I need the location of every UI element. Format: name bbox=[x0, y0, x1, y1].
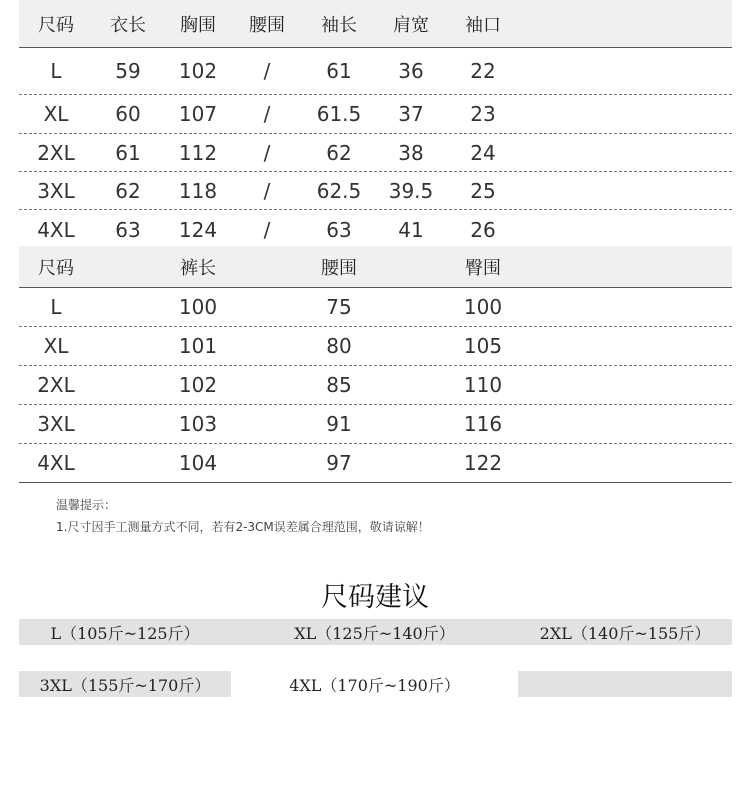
table-row bbox=[19, 444, 732, 483]
table-row bbox=[19, 95, 732, 134]
table-cell: 25 bbox=[470, 178, 496, 203]
table-cell: 62 bbox=[115, 178, 141, 203]
table-cell: 26 bbox=[470, 218, 496, 242]
table-cell: 91 bbox=[326, 412, 352, 436]
table-cell: 62 bbox=[326, 140, 352, 165]
table-cell: 101 bbox=[178, 334, 218, 358]
table-row bbox=[19, 48, 732, 95]
size-suggestion-title: 尺码建议 bbox=[321, 582, 429, 613]
bottom-size-table bbox=[19, 246, 732, 483]
table-cell: 62.5 bbox=[316, 178, 362, 203]
table-row bbox=[19, 134, 732, 172]
table-cell: L bbox=[50, 295, 62, 319]
notes-line-1: 1.尺寸因手工测量方式不同，若有2-3CM误差属合理范围，敬请谅解！ bbox=[56, 520, 430, 534]
table-cell: 97 bbox=[326, 451, 352, 475]
table-row bbox=[19, 172, 732, 210]
header-cell: 肩宽 bbox=[393, 14, 429, 36]
table-cell: 23 bbox=[470, 102, 496, 126]
table-cell: / bbox=[263, 59, 271, 83]
table-row bbox=[19, 327, 732, 366]
header-cell: 袖长 bbox=[321, 14, 357, 36]
size-suggestion-item: 3XL（155斤~170斤） bbox=[19, 671, 231, 697]
table-cell: 4XL bbox=[37, 451, 75, 475]
table-cell: XL bbox=[43, 334, 69, 358]
header-cell: 腰围 bbox=[249, 14, 285, 36]
table-cell: / bbox=[263, 140, 271, 165]
table-cell: 24 bbox=[470, 140, 496, 165]
table-cell: 61.5 bbox=[316, 102, 362, 126]
table-cell: 41 bbox=[398, 218, 424, 242]
table-cell: / bbox=[263, 102, 271, 126]
table-cell: 61 bbox=[115, 140, 141, 165]
table-row bbox=[19, 405, 732, 444]
header-cell: 袖口 bbox=[465, 14, 501, 36]
table-row bbox=[19, 210, 732, 251]
table-cell: 85 bbox=[326, 373, 352, 397]
table-cell: 36 bbox=[398, 59, 424, 83]
size-suggestion-row-1 bbox=[19, 619, 732, 645]
header-cell: 尺码 bbox=[38, 257, 74, 279]
table-cell: 38 bbox=[398, 140, 424, 165]
table-cell: 4XL bbox=[37, 218, 75, 242]
size-suggestion-item: 2XL（140斤~155斤） bbox=[518, 619, 732, 645]
table-cell: 63 bbox=[115, 218, 141, 242]
header-cell: 衣长 bbox=[110, 14, 146, 36]
table-row bbox=[19, 366, 732, 405]
table-cell: 60 bbox=[115, 102, 141, 126]
table-cell: 2XL bbox=[37, 140, 75, 165]
table-cell: L bbox=[50, 59, 62, 83]
table-cell: 80 bbox=[326, 334, 352, 358]
table-cell: 104 bbox=[178, 451, 218, 475]
header-cell: 腰围 bbox=[321, 257, 357, 279]
size-suggestion-item bbox=[518, 671, 732, 697]
table-cell: 122 bbox=[463, 451, 503, 475]
size-suggestion-item: L（105斤~125斤） bbox=[19, 619, 231, 645]
table-cell: 112 bbox=[178, 140, 218, 165]
table-cell: 107 bbox=[178, 102, 218, 126]
header-cell: 尺码 bbox=[38, 14, 74, 36]
table-cell: 75 bbox=[326, 295, 352, 319]
table-cell: 100 bbox=[463, 295, 503, 319]
header-cell: 胸围 bbox=[180, 14, 216, 36]
size-suggestion-item: 4XL（170斤~190斤） bbox=[289, 675, 460, 695]
table-header-row bbox=[19, 246, 732, 288]
table-cell: 61 bbox=[326, 59, 352, 83]
table-cell: XL bbox=[43, 102, 69, 126]
table-cell: 102 bbox=[178, 59, 218, 83]
table-row bbox=[19, 288, 732, 327]
top-size-table bbox=[19, 0, 732, 251]
table-cell: / bbox=[263, 218, 271, 242]
table-cell: 102 bbox=[178, 373, 218, 397]
table-cell: 124 bbox=[178, 218, 218, 242]
header-cell: 裤长 bbox=[180, 257, 216, 279]
notes-title: 温馨提示： bbox=[56, 498, 117, 512]
table-cell: 63 bbox=[326, 218, 352, 242]
table-cell: 100 bbox=[178, 295, 218, 319]
table-cell: 37 bbox=[398, 102, 424, 126]
header-cell: 臀围 bbox=[465, 257, 501, 279]
table-cell: 59 bbox=[115, 59, 141, 83]
table-cell: 103 bbox=[178, 412, 218, 436]
table-cell: 110 bbox=[463, 373, 503, 397]
table-cell: 116 bbox=[463, 412, 503, 436]
table-cell: 118 bbox=[178, 178, 218, 203]
table-cell: 3XL bbox=[37, 412, 75, 436]
table-header-row bbox=[19, 0, 732, 48]
table-cell: / bbox=[263, 178, 271, 203]
size-notes bbox=[56, 494, 430, 538]
table-cell: 22 bbox=[470, 59, 496, 83]
table-cell: 105 bbox=[463, 334, 503, 358]
size-suggestion-row-2 bbox=[19, 671, 732, 697]
table-cell: 2XL bbox=[37, 373, 75, 397]
size-suggestion-item: XL（125斤~140斤） bbox=[231, 619, 518, 645]
table-cell: 3XL bbox=[37, 178, 75, 203]
table-cell: 39.5 bbox=[388, 178, 434, 203]
